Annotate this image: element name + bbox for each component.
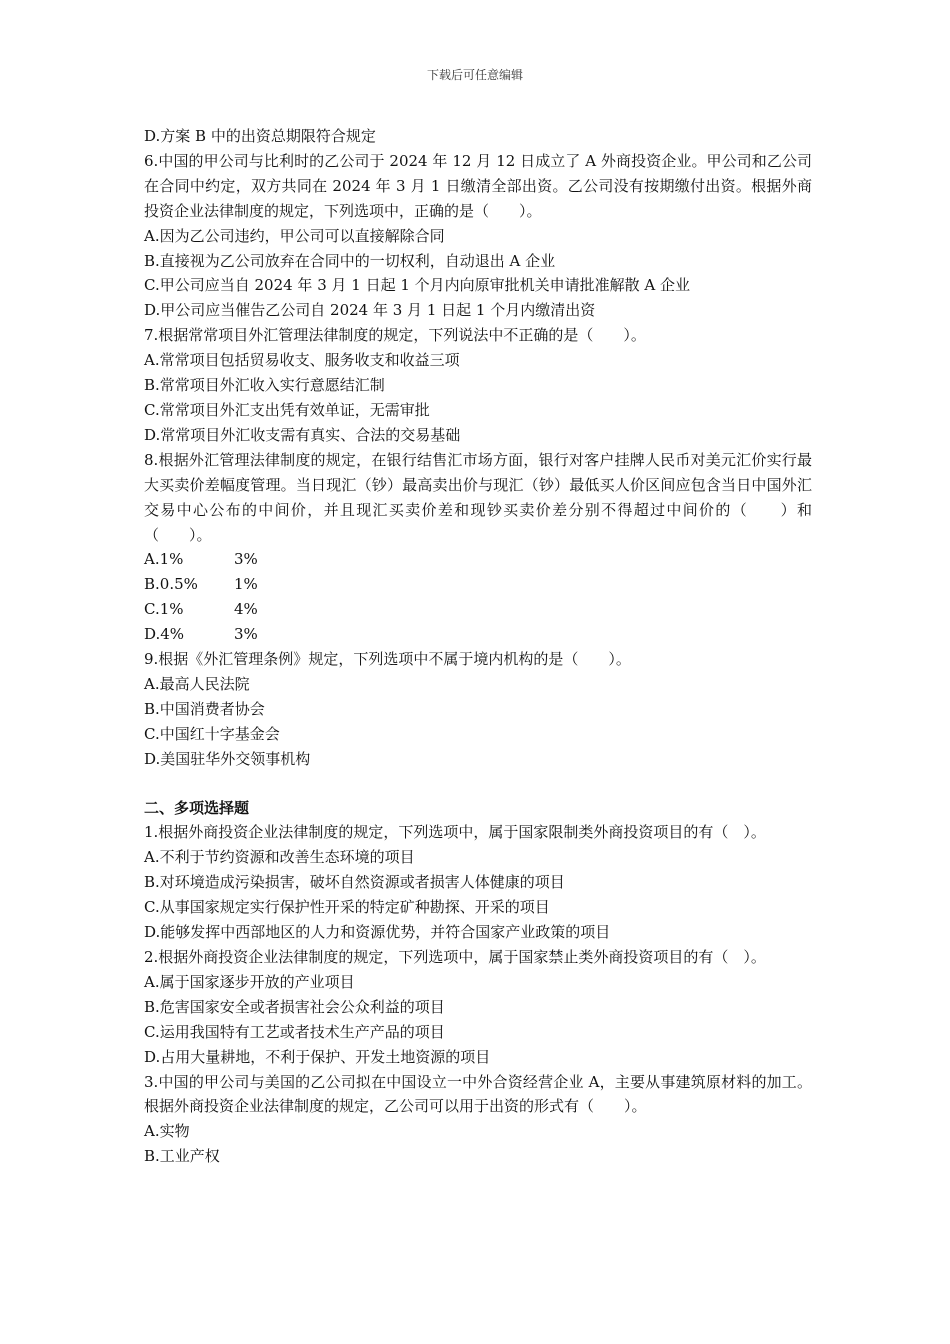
option-value: D.4% — [144, 625, 185, 644]
option-line — [144, 547, 812, 572]
option-line: C.从事国家规定实行保护性开采的特定矿种勘探、开采的项目 — [144, 898, 550, 917]
question-9: 9.根据《外汇管理条例》规定，下列选项中不属于境内机构的是（ ）。 — [144, 650, 631, 669]
question-8: 8.根据外汇管理法律制度的规定，在银行结售汇市场方面，银行对客户挂牌人民币对美元汇价实行最大买卖价差幅度管理。当日现汇（钞）最高卖出价与现汇（钞）最低买人价区间应包含当日中国外汇交易中心公布的中间价，并且现汇买卖价差和现钞买卖价差分别不得超过中间价的（ ）和（ ）。 — [144, 450, 812, 544]
option-value: A.1% — [144, 550, 184, 569]
document-body — [144, 124, 812, 1169]
option-line: C.常常项目外汇支出凭有效单证，无需审批 — [144, 400, 430, 419]
option-line: C.运用我国特有工艺或者技术生产产品的项目 — [144, 1022, 445, 1041]
option-value: 3% — [234, 550, 258, 569]
option-line: C.中国红十字基金会 — [144, 724, 280, 743]
option-line: B.危害国家安全或者损害社会公众利益的项目 — [144, 997, 445, 1016]
option-line: C.甲公司应当自 2024 年 3 月 1 日起 1 个月内向原审批机关申请批准解散 A 企业 — [144, 276, 691, 295]
option-value: C.1% — [144, 600, 184, 619]
option-value: 1% — [234, 575, 258, 594]
option-line: D.方案 B 中的出资总期限符合规定 — [144, 127, 376, 145]
option-line — [144, 572, 812, 597]
option-line: A.属于国家逐步开放的产业项目 — [144, 972, 355, 991]
question-7: 7.根据常常项目外汇管理法律制度的规定，下列说法中不正确的是（ ）。 — [144, 326, 646, 345]
option-line: D.能够发挥中西部地区的人力和资源优势，并符合国家产业政策的项目 — [144, 923, 611, 942]
question-m1: 1.根据外商投资企业法律制度的规定，下列选项中，属于国家限制类外商投资项目的有（ ）。 — [144, 823, 766, 842]
option-line: B.常常项目外汇收入实行意愿结汇制 — [144, 376, 385, 395]
option-line — [144, 622, 812, 647]
option-line: A.最高人民法院 — [144, 674, 250, 693]
page-header: 下载后可任意编辑 — [426, 68, 523, 82]
option-value: B.0.5% — [144, 575, 198, 594]
option-line: D.常常项目外汇收支需有真实、合法的交易基础 — [144, 425, 461, 444]
option-line: B.对环境造成污染损害，破坏自然资源或者损害人体健康的项目 — [144, 873, 565, 892]
option-value: 4% — [234, 600, 258, 619]
option-line — [144, 597, 812, 622]
question-6: 6.中国的甲公司与比利时的乙公司于 2024 年 12 月 12 日成立了 A 外商投资企业。甲公司和乙公司在合同中约定，双方共同在 2024 年 3 月 1 日缴清全部出资。乙公司没有按期缴付出资。根据外商投资企业法律制度的规定，下列选项中，正确的是（ ）。 — [144, 151, 812, 220]
option-line: B.工业产权 — [144, 1147, 220, 1166]
option-line: B.中国消费者协会 — [144, 699, 265, 718]
option-line: A.不利于节约资源和改善生态环境的项目 — [144, 848, 415, 867]
option-line: A.实物 — [144, 1122, 190, 1141]
option-line: D.占用大量耕地，不利于保护、开发土地资源的项目 — [144, 1047, 491, 1066]
option-line: B.直接视为乙公司放弃在合同中的一切权利，自动退出 A 企业 — [144, 251, 556, 270]
option-line: A.常常项目包括贸易收支、服务收支和收益三项 — [144, 351, 460, 370]
option-line: D.美国驻华外交领事机构 — [144, 749, 311, 768]
section-title: 二、多项选择题 — [144, 798, 250, 817]
option-value: 3% — [234, 625, 258, 644]
question-m2: 2.根据外商投资企业法律制度的规定，下列选项中，属于国家禁止类外商投资项目的有（ ）。 — [144, 948, 766, 966]
option-line: D.甲公司应当催告乙公司自 2024 年 3 月 1 日起 1 个月内缴清出资 — [144, 301, 596, 320]
option-line: A.因为乙公司违约，甲公司可以直接解除合同 — [144, 226, 445, 245]
question-m3: 3.中国的甲公司与美国的乙公司拟在中国设立一中外合资经营企业 A，主要从事建筑原材料的加工。根据外商投资企业法律制度的规定，乙公司可以用于出资的形式有（ ）。 — [144, 1072, 812, 1116]
